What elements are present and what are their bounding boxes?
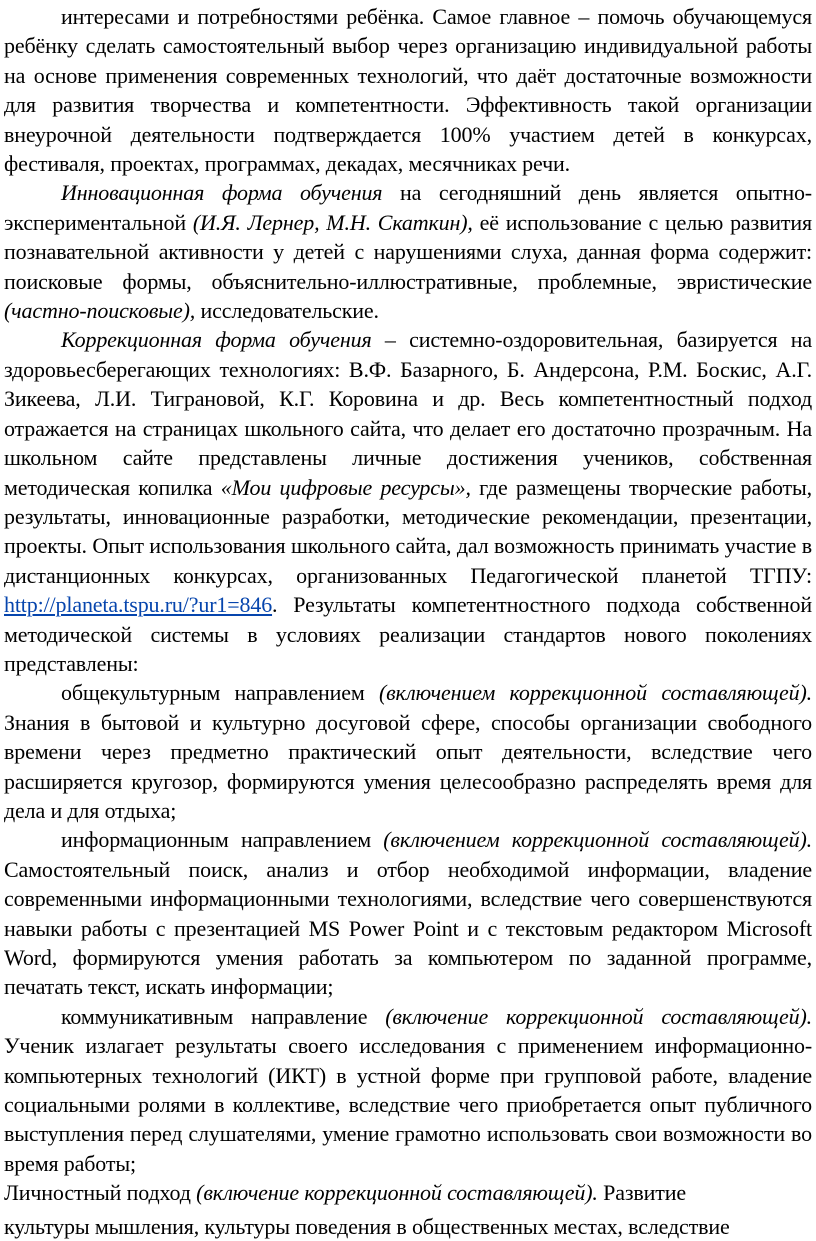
text-segment: Личностный подход (4, 1180, 197, 1206)
text-segment: культуры мышления, культуры поведения в общественных местах, вследствие (4, 1213, 730, 1239)
text-segment: – системно-оздоровительная, базируется на здоровьесберегающих технологиях: В.Ф. Базарного, Б. Андерсона, Р.М. Боскис, А.Г. Зикеева, Л.И. Тиграновой, К.Г. Коровина и др. Весь компетентностный подход отражается на страницах школьного сайта, что делает его достаточно прозрачным. На школьном сайте представлены личные достижения учеников, собственная методическая копилка (4, 327, 813, 500)
paragraph-general-cultural (4, 678, 812, 825)
planeta-link[interactable]: http://planeta.tspu.ru/?ur1=846 (4, 592, 273, 618)
text-segment: Развитие (597, 1180, 686, 1206)
text-segment: исследовательские. (195, 298, 379, 324)
paragraph-corrective-form (4, 325, 812, 678)
text-segment: . Результаты компетентностного подхода собственной методической системы в условиях реализации стандартов нового поколениях представлены: (4, 592, 812, 676)
paragraph-intro (4, 2, 812, 178)
paragraph-communicative (4, 1002, 812, 1178)
text-segment: информационным направлением (61, 827, 384, 853)
text-segment: Ученик излагает результаты своего исследования с применением информационно-компьютерных технологий (ИКТ) в устной форме при групповой работе, владение социальными ролями в коллективе, вследствие чего приобретается опыт публичного выступления перед слушателями, умение грамотно использовать свои возможности во время работы; (4, 1033, 812, 1176)
italic-text-segment: (включение коррекционной составляющей). (196, 1180, 598, 1206)
text-segment: интересами и потребностями ребёнка. Самое главное – помочь обучающемуся ребёнку сделать самостоятельный выбор через организацию индивидуальной работы на основе применения современных технологий, что даёт достаточные возможности для развития творчества и компетентности. Эффективность такой организации внеурочной деятельности подтверждается 100% участием детей в конкурсах, фестиваля, проектах, программах, декадах, месячниках речи. (4, 4, 812, 177)
paragraph-innovative-form (4, 178, 812, 325)
italic-text-segment: (И.Я. Лернер, М.Н. Скаткин), (192, 209, 473, 235)
italic-text-segment: (частно-поисковые), (4, 298, 196, 324)
italic-text-segment: «Мои цифровые ресурсы», (220, 474, 471, 500)
italic-text-segment: (включение коррекционной составляющей). (385, 1003, 812, 1029)
italic-text-segment: Инновационная форма обучения (61, 180, 383, 206)
text-segment: Знания в бытовой и культурно досуговой сфере, способы организации свободного времени через предметно практический опыт деятельности, вследствие чего расширяется кругозор, формируются умения целесообразно распределять время для дела и для отдыха; (4, 709, 812, 823)
paragraph-personal-approach (4, 1178, 812, 1207)
text-segment: её использование с целью развития познавательной активности у детей с нарушениями слуха, данная форма содержит: поисковые формы, объяснительно-иллюстративные, проблемные, эвристические (4, 209, 812, 294)
italic-text-segment: (включением коррекционной составляющей). (383, 827, 812, 853)
text-segment: на сегодняшний день является опытно-экспериментальной (4, 180, 812, 235)
italic-text-segment: (включением коррекционной составляющей). (378, 680, 812, 706)
text-segment: общекультурным направлением (61, 680, 379, 706)
italic-text-segment: Коррекционная форма обучения (61, 327, 372, 353)
text-segment: коммуникативным направление (61, 1003, 386, 1029)
text-segment: Самостоятельный поиск, анализ и отбор необходимой информации, владение современными информационными технологиями, вследствие чего совершенствуются навыки работы с презентацией MS Power Point и с текстовым редактором Microsoft Word, формируются умения работать за компьютером по заданной программе, печатать текст, искать информации; (4, 856, 812, 1000)
text-segment: где размещены творческие работы, результаты, инновационные разработки, методические рекомендации, презентации, проекты. Опыт использования школьного сайта, дал возможность принимать участие в дистанционных конкурсах, организованных Педагогической планетой ТГПУ: (4, 474, 812, 588)
paragraph-informational (4, 825, 812, 1001)
paragraph-continuation (4, 1212, 812, 1241)
